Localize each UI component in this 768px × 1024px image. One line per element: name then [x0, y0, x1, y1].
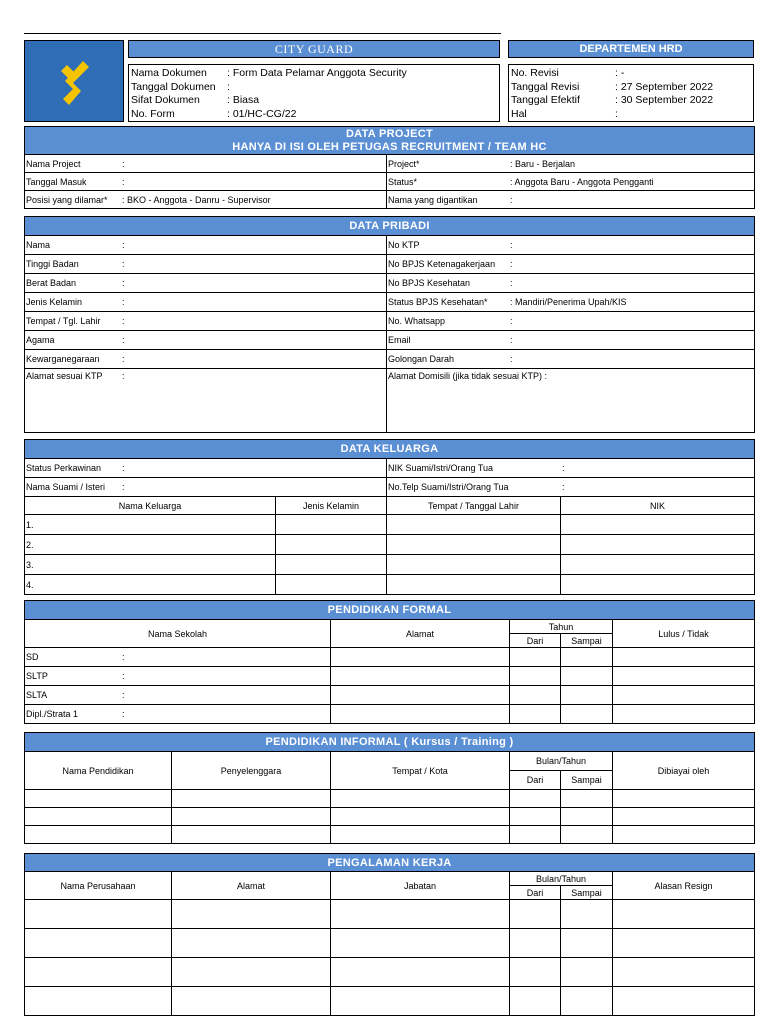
- family-name-cell[interactable]: 4.: [25, 575, 276, 595]
- resign-reason-cell[interactable]: [613, 929, 755, 958]
- field-value: :: [562, 463, 565, 473]
- address-cell[interactable]: [172, 929, 331, 958]
- col-header: Bulan/Tahun: [510, 752, 613, 771]
- city-cell[interactable]: [331, 826, 510, 844]
- school-name-cell[interactable]: [25, 667, 331, 686]
- family-birth-cell[interactable]: [387, 555, 561, 575]
- family-nik-cell[interactable]: [561, 575, 755, 595]
- school-address-cell[interactable]: [331, 667, 510, 686]
- department-bar: DEPARTEMEN HRD: [508, 40, 754, 58]
- row-sep: :: [122, 709, 125, 719]
- field-label: No BPJS Ketenagakerjaan: [388, 259, 496, 269]
- pendidikan-informal-table: [24, 732, 755, 844]
- funded-by-cell[interactable]: [613, 790, 755, 808]
- year-from-cell[interactable]: [510, 648, 561, 667]
- month-to-cell[interactable]: [561, 958, 613, 987]
- doc-info-value: : Form Data Pelamar Anggota Security: [227, 67, 407, 79]
- col-header: Sampai: [561, 771, 613, 790]
- revision-row: [511, 81, 753, 95]
- col-header: Lulus / Tidak: [613, 620, 755, 648]
- nama-suami-field[interactable]: [25, 478, 387, 497]
- position-cell[interactable]: [331, 900, 510, 929]
- berat-badan-field[interactable]: [25, 274, 387, 293]
- header-top-rule: [24, 33, 501, 34]
- field-value: :: [510, 240, 513, 250]
- field-label: Status Perkawinan: [26, 463, 102, 473]
- row-sep: :: [122, 652, 125, 662]
- school-address-cell[interactable]: [331, 705, 510, 724]
- month-from-cell[interactable]: [510, 826, 561, 844]
- month-to-cell[interactable]: [561, 929, 613, 958]
- position-cell[interactable]: [331, 987, 510, 1016]
- col-header: Penyelenggara: [172, 752, 331, 790]
- field-value: :: [122, 278, 125, 288]
- field-label: Kewarganegaraan: [26, 354, 100, 364]
- data-project-subtitle: HANYA DI ISI OLEH PETUGAS RECRUITMENT / TEAM HC: [232, 140, 547, 153]
- field-value: :: [122, 335, 125, 345]
- family-gender-cell[interactable]: [276, 535, 387, 555]
- family-gender-cell[interactable]: [276, 555, 387, 575]
- field-value: :: [510, 354, 513, 364]
- course-name-cell[interactable]: [25, 826, 172, 844]
- tinggi-badan-field[interactable]: [25, 255, 387, 274]
- resign-reason-cell[interactable]: [613, 958, 755, 987]
- month-to-cell[interactable]: [561, 826, 613, 844]
- revision-label: Tanggal Revisi: [511, 80, 580, 93]
- field-value: :: [122, 158, 125, 169]
- pengalaman-kerja-table: [24, 853, 755, 1016]
- month-from-cell[interactable]: [510, 900, 561, 929]
- form-row: [25, 236, 755, 255]
- company-cell[interactable]: [25, 929, 172, 958]
- organizer-cell[interactable]: [172, 826, 331, 844]
- table-row: [25, 667, 755, 686]
- data-pribadi-table: [24, 216, 755, 433]
- city-cell[interactable]: [331, 790, 510, 808]
- revision-row: [511, 108, 753, 122]
- field-value: :: [510, 316, 513, 326]
- golongan-darah-field[interactable]: [387, 350, 755, 369]
- col-header: Tahun: [510, 620, 613, 634]
- field-value: :: [510, 259, 513, 269]
- revision-label: Hal: [511, 107, 527, 120]
- field-label: Alamat Domisili (jika tidak sesuai KTP) :: [388, 371, 548, 381]
- field-label: Nama Project: [26, 158, 81, 169]
- nama-field[interactable]: [25, 236, 387, 255]
- doc-info-row: [131, 67, 499, 81]
- position-cell[interactable]: [331, 958, 510, 987]
- table-row: [25, 648, 755, 667]
- funded-by-cell[interactable]: [613, 826, 755, 844]
- field-label: No.Telp Suami/Istri/Orang Tua: [388, 482, 509, 492]
- family-name-cell[interactable]: 1.: [25, 515, 276, 535]
- form-row: [25, 173, 755, 191]
- nama-digantikan-field[interactable]: [387, 191, 755, 209]
- company-cell[interactable]: [25, 987, 172, 1016]
- field-label: Status BPJS Kesehatan*: [388, 297, 488, 307]
- graduated-cell[interactable]: [613, 648, 755, 667]
- alamat-domisili-field[interactable]: [387, 369, 755, 433]
- table-row: [25, 826, 755, 844]
- family-nik-cell[interactable]: [561, 555, 755, 575]
- year-to-cell[interactable]: [561, 648, 613, 667]
- revision-row: [511, 94, 753, 108]
- family-name-cell[interactable]: 2.: [25, 535, 276, 555]
- resign-reason-cell[interactable]: [613, 987, 755, 1016]
- graduated-cell[interactable]: [613, 686, 755, 705]
- col-header: Jabatan: [331, 872, 510, 900]
- col-header: Nama Sekolah: [25, 620, 331, 648]
- status-bpjs-field[interactable]: [387, 293, 755, 312]
- company-cell[interactable]: [25, 958, 172, 987]
- col-header: Sampai: [561, 886, 613, 900]
- month-from-cell[interactable]: [510, 929, 561, 958]
- table-row: [25, 929, 755, 958]
- email-field[interactable]: [387, 331, 755, 350]
- table-header-row: [25, 497, 755, 515]
- form-row: [25, 155, 755, 173]
- col-header: Tempat / Kota: [331, 752, 510, 790]
- field-value: :: [122, 463, 125, 473]
- field-label: No KTP: [388, 240, 420, 250]
- table-row: [25, 790, 755, 808]
- whatsapp-field[interactable]: [387, 312, 755, 331]
- row-label: SLTA: [26, 690, 48, 700]
- field-value: :: [122, 354, 125, 364]
- pengalaman-kerja-header: PENGALAMAN KERJA: [25, 854, 755, 872]
- revision-value: : 27 September 2022: [615, 80, 714, 93]
- doc-info-value: :: [227, 80, 230, 93]
- field-value: :: [122, 482, 125, 492]
- field-value: :: [510, 278, 513, 288]
- table-row: [25, 987, 755, 1016]
- col-header: Alamat: [172, 872, 331, 900]
- field-label: Agama: [26, 335, 55, 345]
- col-header: Jenis Kelamin: [276, 497, 387, 515]
- school-address-cell[interactable]: [331, 686, 510, 705]
- col-header: Sampai: [561, 634, 613, 648]
- family-birth-cell[interactable]: [387, 535, 561, 555]
- field-label: Nama Suami / Isteri: [26, 482, 106, 492]
- field-value: : Baru - Berjalan: [510, 158, 576, 169]
- field-value: :: [122, 371, 125, 381]
- document-info: [128, 64, 500, 122]
- revision-value: : 30 September 2022: [615, 94, 714, 106]
- field-label: Nama yang digantikan: [388, 194, 478, 205]
- row-label: SLTP: [26, 671, 48, 681]
- table-row: [25, 900, 755, 929]
- month-to-cell[interactable]: [561, 808, 613, 826]
- field-label: Email: [388, 335, 411, 345]
- family-name-cell[interactable]: 3.: [25, 555, 276, 575]
- revision-label: No. Revisi: [511, 67, 559, 79]
- month-from-cell[interactable]: [510, 958, 561, 987]
- data-keluarga-header: DATA KELUARGA: [25, 440, 755, 459]
- company-name-bar: CITY GUARD: [128, 40, 500, 58]
- school-name-cell[interactable]: [25, 705, 331, 724]
- tempat-tgl-lahir-field[interactable]: [25, 312, 387, 331]
- year-to-cell[interactable]: [561, 686, 613, 705]
- col-header: Nama Pendidikan: [25, 752, 172, 790]
- data-project-title: DATA PROJECT: [345, 127, 434, 140]
- row-sep: :: [122, 671, 125, 681]
- status-perkawinan-field[interactable]: [25, 459, 387, 478]
- family-gender-cell[interactable]: [276, 515, 387, 535]
- form-row: [25, 478, 755, 497]
- graduated-cell[interactable]: [613, 705, 755, 724]
- data-keluarga-table: [24, 439, 755, 595]
- form-row: [25, 331, 755, 350]
- field-label: Golongan Darah: [388, 354, 455, 364]
- field-label: No BPJS Kesehatan: [388, 278, 471, 288]
- form-row: [25, 255, 755, 274]
- col-header: Tempat / Tanggal Lahir: [387, 497, 561, 515]
- year-from-cell[interactable]: [510, 705, 561, 724]
- doc-info-row: [131, 108, 499, 122]
- doc-info-value: : 01/HC-CG/22: [227, 107, 297, 120]
- revision-info: [508, 64, 754, 122]
- data-pribadi-header: DATA PRIBADI: [25, 217, 755, 236]
- address-cell[interactable]: [172, 987, 331, 1016]
- field-value: : BKO - Anggota - Danru - Supervisor: [122, 194, 271, 205]
- alamat-ktp-field[interactable]: [25, 369, 387, 433]
- field-value: :: [510, 335, 513, 345]
- organizer-cell[interactable]: [172, 790, 331, 808]
- form-row: [25, 312, 755, 331]
- revision-row: [511, 67, 753, 81]
- company-logo: [24, 40, 124, 122]
- data-project-table: [24, 126, 755, 209]
- bpjs-kesehatan-field[interactable]: [387, 274, 755, 293]
- row-label: Dipl./Strata 1: [26, 709, 79, 719]
- form-row: [25, 350, 755, 369]
- form-row: [25, 459, 755, 478]
- family-gender-cell[interactable]: [276, 575, 387, 595]
- school-address-cell[interactable]: [331, 648, 510, 667]
- revision-label: Tanggal Efektif: [511, 94, 580, 106]
- table-row: [25, 575, 755, 595]
- field-value: :: [122, 297, 125, 307]
- col-header: NIK: [561, 497, 755, 515]
- field-label: Nama: [26, 240, 51, 250]
- city-cell[interactable]: [331, 808, 510, 826]
- table-header-row: [25, 620, 755, 634]
- status-field[interactable]: [387, 173, 755, 191]
- col-header: Dari: [510, 634, 561, 648]
- field-label: Jenis Kelamin: [26, 297, 83, 307]
- month-to-cell[interactable]: [561, 987, 613, 1016]
- row-sep: :: [122, 690, 125, 700]
- school-name-cell[interactable]: [25, 686, 331, 705]
- field-label: Posisi yang dilamar*: [26, 194, 108, 205]
- posisi-field[interactable]: [25, 191, 387, 209]
- form-row: [25, 191, 755, 209]
- field-label: Berat Badan: [26, 278, 77, 288]
- course-name-cell[interactable]: [25, 808, 172, 826]
- field-label: NIK Suami/Istri/Orang Tua: [388, 463, 494, 473]
- col-header: Bulan/Tahun: [510, 872, 613, 886]
- address-cell[interactable]: [172, 900, 331, 929]
- doc-info-label: No. Form: [131, 107, 175, 120]
- col-header: Alamat: [331, 620, 510, 648]
- data-project-header: [25, 127, 755, 155]
- year-to-cell[interactable]: [561, 667, 613, 686]
- family-nik-cell[interactable]: [561, 535, 755, 555]
- table-row: [25, 808, 755, 826]
- project-type-field[interactable]: [387, 155, 755, 173]
- doc-info-label: Nama Dokumen: [131, 67, 207, 79]
- table-header-row: [25, 872, 755, 886]
- funded-by-cell[interactable]: [613, 808, 755, 826]
- family-nik-cell[interactable]: [561, 515, 755, 535]
- family-birth-cell[interactable]: [387, 575, 561, 595]
- month-from-cell[interactable]: [510, 987, 561, 1016]
- no-ktp-field[interactable]: [387, 236, 755, 255]
- course-name-cell[interactable]: [25, 790, 172, 808]
- form-row: [25, 369, 755, 433]
- doc-info-row: [131, 94, 499, 108]
- field-label: No. Whatsapp: [388, 316, 446, 326]
- city-guard-logo-icon: [55, 59, 95, 107]
- pendidikan-informal-header: PENDIDIKAN INFORMAL ( Kursus / Training ): [25, 733, 755, 752]
- field-value: :: [562, 482, 565, 492]
- pendidikan-formal-table: [24, 600, 755, 724]
- month-to-cell[interactable]: [561, 900, 613, 929]
- table-header-row: [25, 752, 755, 771]
- month-to-cell[interactable]: [561, 790, 613, 808]
- row-label: SD: [26, 652, 39, 662]
- revision-value: :: [615, 107, 618, 120]
- year-from-cell[interactable]: [510, 667, 561, 686]
- form-row: [25, 293, 755, 312]
- doc-info-row: [131, 81, 499, 95]
- field-label: Tempat / Tgl. Lahir: [26, 316, 101, 326]
- field-value: :: [122, 316, 125, 326]
- agama-field[interactable]: [25, 331, 387, 350]
- field-label: Status*: [388, 176, 418, 187]
- pendidikan-formal-header: PENDIDIKAN FORMAL: [25, 601, 755, 620]
- kewarganegaraan-field[interactable]: [25, 350, 387, 369]
- field-value: : Mandiri/Penerima Upah/KIS: [510, 297, 627, 307]
- address-cell[interactable]: [172, 958, 331, 987]
- doc-info-label: Tanggal Dokumen: [131, 80, 216, 93]
- doc-info-value: : Biasa: [227, 94, 260, 106]
- form-row: [25, 274, 755, 293]
- family-birth-cell[interactable]: [387, 515, 561, 535]
- table-row: [25, 958, 755, 987]
- jenis-kelamin-field[interactable]: [25, 293, 387, 312]
- table-row: [25, 686, 755, 705]
- field-value: :: [122, 259, 125, 269]
- organizer-cell[interactable]: [172, 808, 331, 826]
- table-row: [25, 515, 755, 535]
- position-cell[interactable]: [331, 929, 510, 958]
- field-label: Alamat sesuai KTP: [26, 371, 103, 381]
- col-header: Dari: [510, 886, 561, 900]
- field-label: Project*: [388, 158, 420, 169]
- col-header: Nama Perusahaan: [25, 872, 172, 900]
- field-value: :: [122, 240, 125, 250]
- doc-info-label: Sifat Dokumen: [131, 94, 200, 106]
- revision-value: : -: [615, 67, 625, 79]
- telp-suami-field[interactable]: [387, 478, 755, 497]
- field-label: Tinggi Badan: [26, 259, 79, 269]
- field-value: : Anggota Baru - Anggota Pengganti: [510, 176, 654, 187]
- year-to-cell[interactable]: [561, 705, 613, 724]
- table-row: [25, 535, 755, 555]
- month-from-cell[interactable]: [510, 808, 561, 826]
- nik-suami-field[interactable]: [387, 459, 755, 478]
- nama-project-field[interactable]: [25, 155, 387, 173]
- col-header: Dibiayai oleh: [613, 752, 755, 790]
- bpjs-ketenagakerjaan-field[interactable]: [387, 255, 755, 274]
- resign-reason-cell[interactable]: [613, 900, 755, 929]
- school-name-cell[interactable]: [25, 648, 331, 667]
- field-label: Tanggal Masuk: [26, 176, 87, 187]
- col-header: Dari: [510, 771, 561, 790]
- graduated-cell[interactable]: [613, 667, 755, 686]
- field-value: :: [510, 194, 513, 205]
- col-header: Nama Keluarga: [25, 497, 276, 515]
- table-row: [25, 705, 755, 724]
- field-value: :: [122, 176, 125, 187]
- col-header: Alasan Resign: [613, 872, 755, 900]
- company-cell[interactable]: [25, 900, 172, 929]
- tanggal-masuk-field[interactable]: [25, 173, 387, 191]
- month-from-cell[interactable]: [510, 790, 561, 808]
- table-row: [25, 555, 755, 575]
- year-from-cell[interactable]: [510, 686, 561, 705]
